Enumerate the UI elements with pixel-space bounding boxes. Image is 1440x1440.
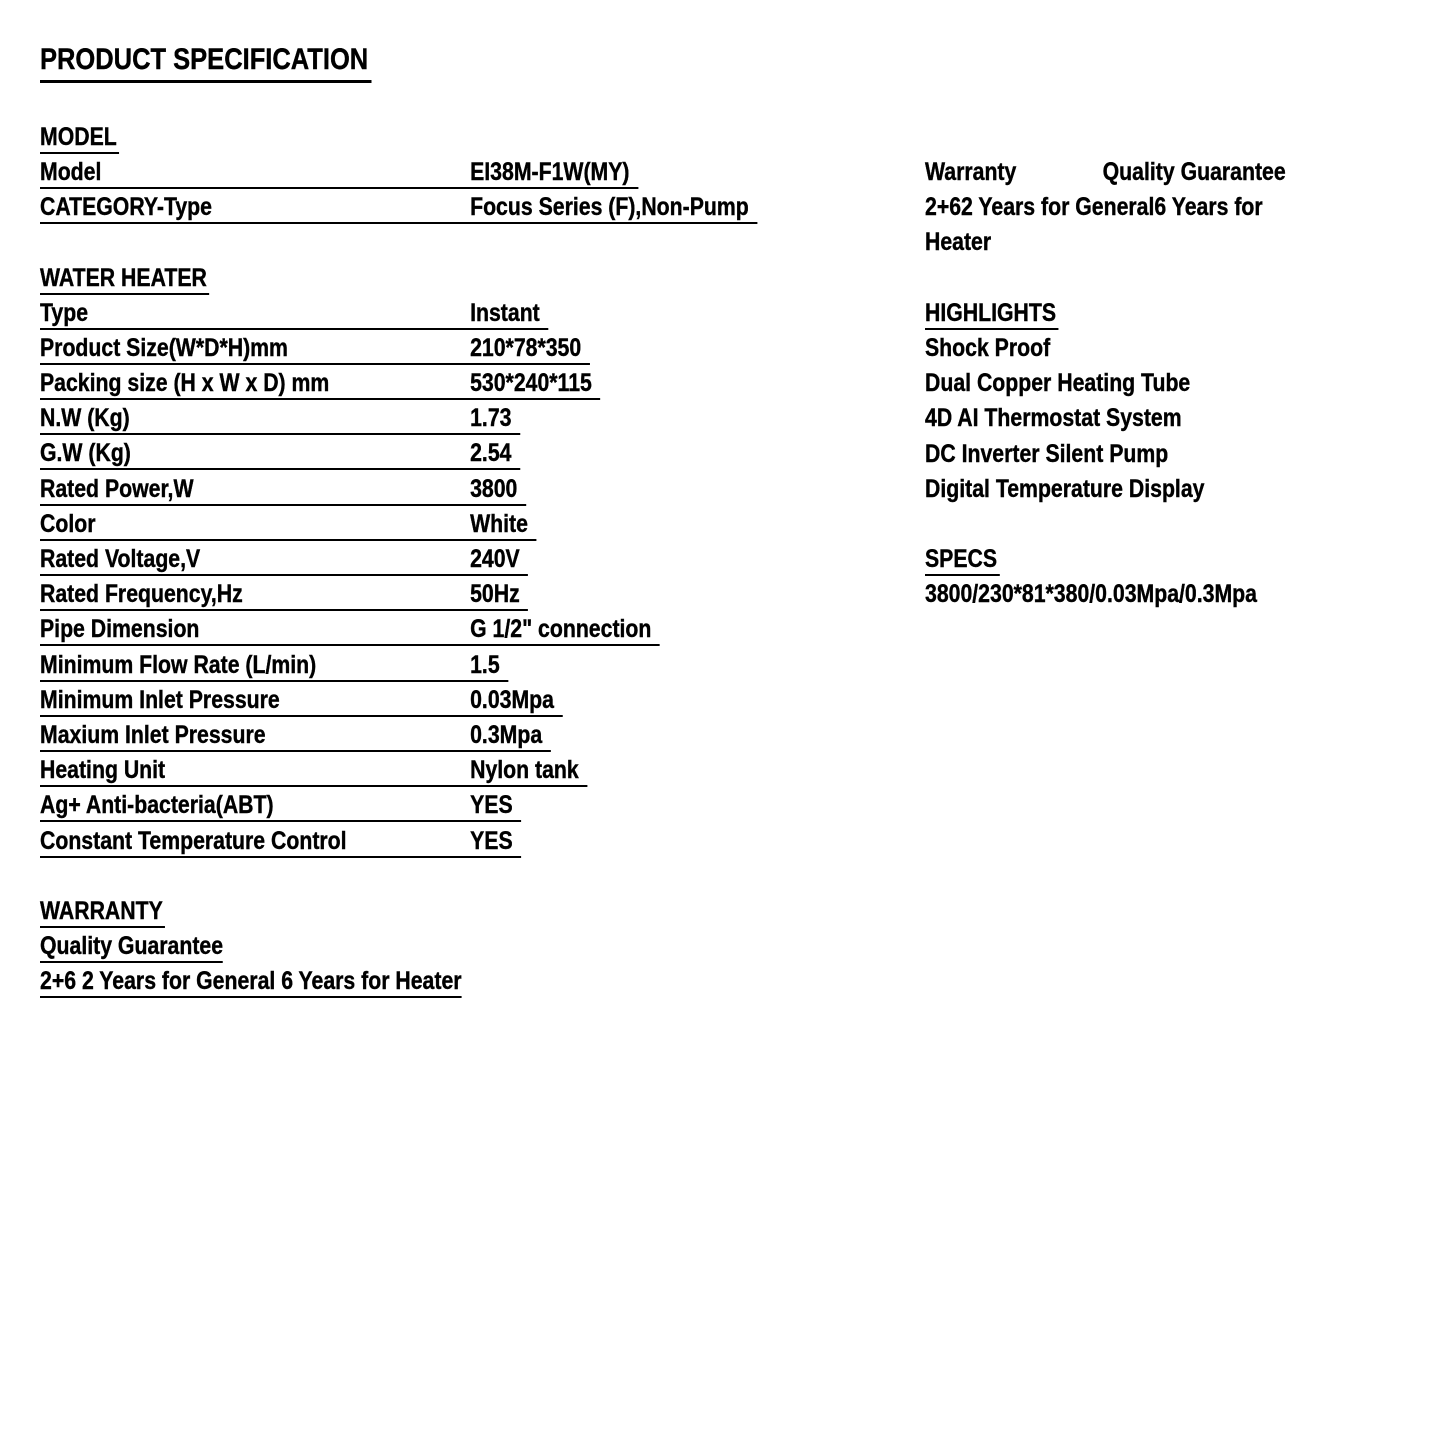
spec-row-category-type [40,193,757,228]
spec-value: G 1/2" connection [470,615,652,644]
spec-label: Heating Unit [40,756,166,785]
spec-value: Nylon tank [470,756,579,785]
spec-value: Focus Series (F),Non-Pump [470,193,749,222]
right-column [925,158,1286,615]
spec-row-pipe-dimension [40,615,757,650]
spec-row-minimum-inlet-pressure [40,686,757,721]
warranty-line-quality-guarantee [40,932,757,967]
spec-row-underline [40,826,521,858]
spec-label: N.W (Kg) [40,404,130,433]
warranty-summary-text: 2+62 Years for General6 Years for [925,193,1263,222]
highlight-item-4d-ai-thermostat [925,404,1286,439]
spec-value: 1.73 [470,404,512,433]
spec-value: YES [470,791,513,820]
spec-label: Color [40,509,96,538]
warranty-label: Warranty [925,158,1017,186]
highlight-item-dual-copper-heating-tube [925,369,1286,404]
water-heater-section-heading-line [40,264,757,299]
highlight-text: Dual Copper Heating Tube [925,369,1191,398]
spec-value: EI38M-F1W(MY) [470,157,630,186]
specs-heading-line [925,545,1286,580]
section-heading-highlights: HIGHLIGHTS [925,301,1059,330]
spec-row-rated-frequency [40,580,757,615]
warranty-title: Quality Guarantee [1102,158,1286,186]
spec-label: Constant Temperature Control [40,826,347,855]
spec-row-underline [40,298,548,330]
spec-label: Pipe Dimension [40,615,200,644]
spec-row-underline [40,720,551,752]
spec-value: 240V [470,545,520,574]
spec-label: Rated Frequency,Hz [40,580,243,609]
spec-value: Instant [470,298,540,327]
spec-value: 210*78*350 [470,333,582,362]
spec-label: Maxium Inlet Pressure [40,720,266,749]
spec-label: Type [40,298,89,327]
section-heading-water-heater: WATER HEATER [40,266,209,295]
section-heading-model: MODEL [40,125,119,154]
spec-row-net-weight [40,404,757,439]
highlight-item-digital-temperature-display [925,475,1286,510]
spec-label: CATEGORY-Type [40,193,212,222]
spacer [925,510,1286,545]
spec-label: Product Size(W*D*H)mm [40,333,288,362]
spec-row-underline [40,509,536,541]
spec-row-heating-unit [40,756,757,791]
spec-label: Ag+ Anti-bacteria(ABT) [40,791,274,820]
spec-value: 50Hz [470,580,520,609]
spec-label: Rated Voltage,V [40,545,201,574]
spec-row-underline [40,793,521,822]
spec-row-packing-size [40,369,757,404]
spec-row-type [40,299,757,334]
spec-row-minimum-flow-rate [40,651,757,686]
spec-row-underline [40,333,590,365]
spec-row-rated-power [40,475,757,510]
highlight-text: DC Inverter Silent Pump [925,439,1169,468]
highlights-heading-line [925,299,1286,334]
highlight-text: 4D AI Thermostat System [925,404,1182,433]
title-block [40,45,757,123]
spec-row-underline [40,617,660,646]
specs-value-line [925,580,1286,615]
spec-label: Packing size (H x W x D) mm [40,369,330,398]
spec-row-underline [40,195,757,224]
warranty-summary-text: Heater [925,228,992,257]
section-heading-specs: SPECS [925,547,1000,576]
warranty-line-years [40,967,757,1002]
spec-row-constant-temperature-control [40,827,757,862]
spec-label: Model [40,157,102,186]
page-title: PRODUCT SPECIFICATION [40,45,372,83]
spec-value: 530*240*115 [470,369,592,398]
spec-row-anti-bacteria [40,791,757,826]
spec-label: Minimum Flow Rate (L/min) [40,650,317,679]
spec-value: White [470,509,528,538]
spec-row-underline [40,650,508,682]
warranty-summary-text-line-1 [925,193,1286,228]
spec-label: G.W (Kg) [40,439,131,468]
spec-row-underline [40,758,587,787]
highlight-text: Digital Temperature Display [925,474,1205,503]
section-heading-warranty: WARRANTY [40,899,165,928]
highlight-text: Shock Proof [925,333,1051,362]
warranty-text: 2+6 2 Years for General 6 Years for Heater [40,969,462,998]
spec-value: 0.03Mpa [470,685,554,714]
spec-row-underline [40,474,526,506]
spacer [925,264,1286,299]
spec-row-maximum-inlet-pressure [40,721,757,756]
spec-value: 2.54 [470,439,512,468]
spec-row-underline [40,157,638,189]
warranty-summary-text-line-2 [925,228,1286,263]
spec-row-underline [40,371,600,400]
spec-row-rated-voltage [40,545,757,580]
model-section-heading-line [40,123,757,158]
spec-row-model [40,158,757,193]
warranty-section-heading-line [40,897,757,932]
specs-value: 3800/230*81*380/0.03Mpa/0.3Mpa [925,580,1257,609]
spec-value: 3800 [470,474,518,503]
spec-row-underline [40,441,520,470]
warranty-text: Quality Guarantee [40,934,223,963]
spacer [40,228,757,263]
spec-row-underline [40,406,520,435]
spec-value: YES [470,826,513,855]
highlight-item-dc-inverter-silent-pump [925,440,1286,475]
spec-row-underline [40,582,528,611]
spec-row-gross-weight [40,439,757,474]
spec-label: Minimum Inlet Pressure [40,685,280,714]
highlight-item-shock-proof [925,334,1286,369]
spec-value: 0.3Mpa [470,720,543,749]
warranty-summary-line [925,158,1286,193]
spec-label: Rated Power,W [40,474,194,503]
spec-row-underline [40,685,562,717]
spec-row-product-size [40,334,757,369]
spec-row-color [40,510,757,545]
left-column [40,45,757,1002]
spec-value: 1.5 [470,650,500,679]
spacer [40,862,757,897]
spec-row-underline [40,547,528,576]
